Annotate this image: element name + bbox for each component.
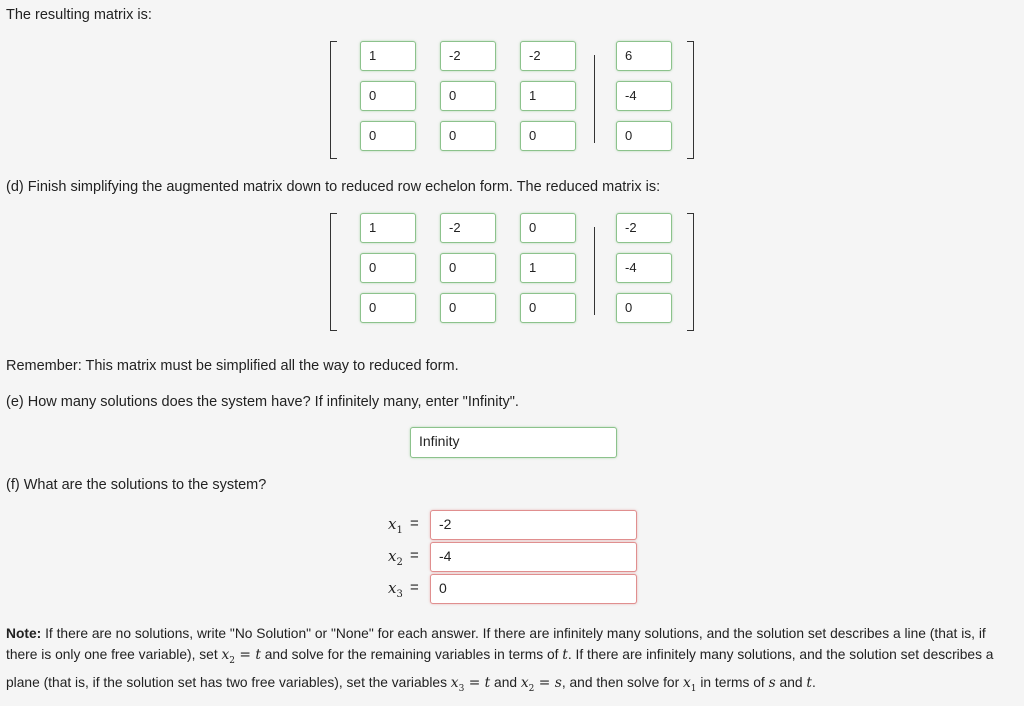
matrix2-cell-r3c2[interactable]: 0 (440, 293, 496, 323)
matrix1-cell-r1c2[interactable]: -2 (440, 41, 496, 71)
augment-bar (594, 55, 595, 143)
matrix1-cell-r2c2[interactable]: 0 (440, 81, 496, 111)
matrix2-cell-r2c2[interactable]: 0 (440, 253, 496, 283)
var-x3-label: $x_3$ (388, 579, 403, 600)
left-bracket (330, 213, 337, 331)
matrix2-cell-r2c3[interactable]: 1 (520, 253, 576, 283)
resulting-matrix (330, 41, 694, 159)
matrix2-cell-r1c3[interactable]: 0 (520, 213, 576, 243)
remember-text: Remember: This matrix must be simplified all the way to reduced form. (6, 358, 459, 374)
solution-count-input[interactable]: Infinity (410, 427, 617, 458)
part-e-question: (e) How many solutions does the system have? If infinitely many, enter "Infinity". (6, 394, 519, 410)
matrix1-cell-r2c3[interactable]: 1 (520, 81, 576, 111)
augment-bar (594, 227, 595, 315)
x3-input[interactable]: 0 (430, 574, 637, 604)
matrix1-cell-r3c1[interactable]: 0 (360, 121, 416, 151)
var-x1-label: $x_1$ (388, 515, 403, 536)
matrix2-cell-r2c1[interactable]: 0 (360, 253, 416, 283)
equals-sign: = (410, 547, 419, 564)
matrix2-cell-r1c2[interactable]: -2 (440, 213, 496, 243)
matrix1-cell-r2c4[interactable]: -4 (616, 81, 672, 111)
part-f-question: (f) What are the solutions to the system? (6, 477, 267, 493)
matrix1-cell-r1c4[interactable]: 6 (616, 41, 672, 71)
matrix1-cell-r1c1[interactable]: 1 (360, 41, 416, 71)
left-bracket (330, 41, 337, 159)
matrix1-cell-r3c3[interactable]: 0 (520, 121, 576, 151)
matrix2-cell-r2c4[interactable]: -4 (616, 253, 672, 283)
matrix1-cell-r3c2[interactable]: 0 (440, 121, 496, 151)
var-x2-label: $x_2$ (388, 547, 403, 568)
matrix2-cell-r1c4[interactable]: -2 (616, 213, 672, 243)
note-label: Note: (6, 626, 42, 641)
x2-input[interactable]: -4 (430, 542, 637, 572)
matrix1-cell-r3c4[interactable]: 0 (616, 121, 672, 151)
intro-text: The resulting matrix is: (6, 7, 152, 23)
part-d-question: (d) Finish simplifying the augmented matrix down to reduced row echelon form. The reduced matrix is: (6, 179, 661, 195)
matrix2-cell-r3c1[interactable]: 0 (360, 293, 416, 323)
equals-sign: = (410, 579, 419, 596)
matrix1-cell-r1c3[interactable]: -2 (520, 41, 576, 71)
matrix2-cell-r1c1[interactable]: 1 (360, 213, 416, 243)
note-paragraph: Note: If there are no solutions, write "No Solution" or "None" for each answer. If there are infinitely many solutions, and the solution set describes a line (that is, if there is only one free variable), set $x_2 = t$ and solve for the remaining variables in terms of t. If there are infinitely many solutions, and the solution set describes a plane (that is, if the solution set has two free variables), set the variables $x_3 = t$ and $x_2 = s$, and then solve for $x_1$ in terms of s and t. (6, 626, 994, 694)
matrix2-cell-r3c4[interactable]: 0 (616, 293, 672, 323)
x1-input[interactable]: -2 (430, 510, 637, 540)
matrix1-cell-r2c1[interactable]: 0 (360, 81, 416, 111)
reduced-matrix (330, 213, 694, 331)
right-bracket (687, 213, 694, 331)
matrix2-cell-r3c3[interactable]: 0 (520, 293, 576, 323)
equals-sign: = (410, 515, 419, 532)
right-bracket (687, 41, 694, 159)
